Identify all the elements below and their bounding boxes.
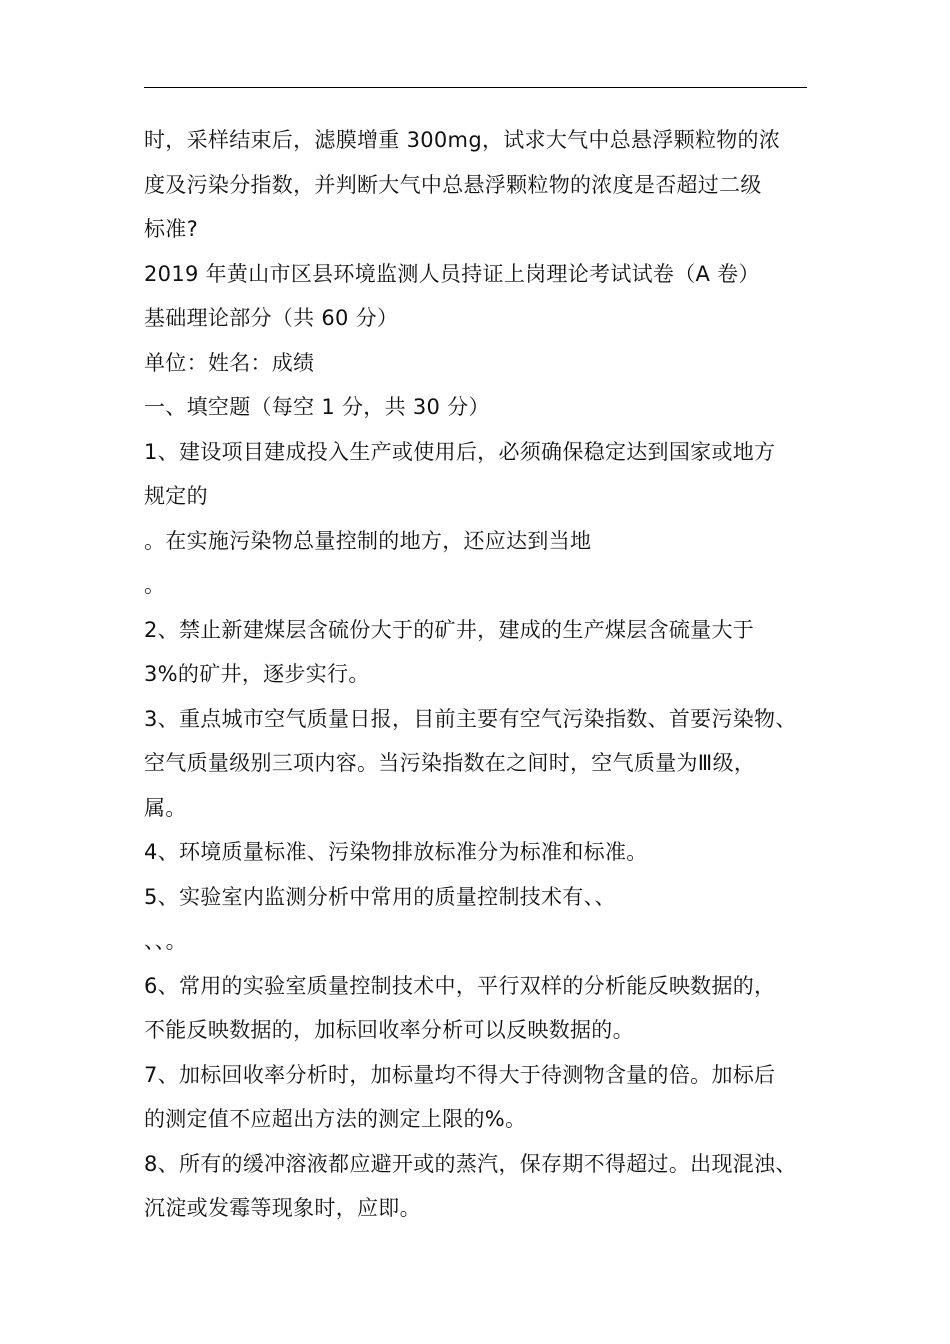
text-line: 时，采样结束后，滤膜增重 300mg，试求大气中总悬浮颗粒物的浓 — [144, 128, 781, 152]
text-line: 标准? — [144, 217, 199, 241]
text-line: 的测定值不应超出方法的测定上限的%。 — [144, 1107, 527, 1131]
exam-title: 2019 年黄山市区县环境监测人员持证上岗理论考试试卷（A 卷） — [144, 261, 760, 286]
question-7: 7、加标回收率分析时，加标量均不得大于待测物含量的倍。加标后 — [144, 1062, 776, 1087]
section-title: 基础理论部分（共 60 分） — [144, 306, 399, 330]
text-line: 。在实施污染物总量控制的地方，还应达到当地 — [144, 528, 592, 553]
text-line: 、、。 — [144, 929, 187, 953]
text-line: 沉淀或发霉等现象时，应即。 — [144, 1196, 421, 1220]
text-line: 不能反映数据的，加标回收率分析可以反映数据的。 — [144, 1018, 634, 1042]
text-line: 空气质量级别三项内容。当污染指数在之间时，空气质量为Ⅲ级， — [144, 751, 756, 775]
text-line: 规定的 — [144, 484, 208, 508]
text-line: 。 — [144, 573, 166, 597]
question-1: 1、建设项目建成投入生产或使用后，必须确保稳定达到国家或地方 — [144, 439, 776, 464]
question-group-heading: 一、填空题（每空 1 分，共 30 分） — [144, 395, 490, 419]
text-line: 度及污染分指数，并判断大气中总悬浮颗粒物的浓度是否超过二级 — [144, 172, 762, 197]
header-rule — [144, 87, 807, 88]
candidate-info: 单位：姓名：成绩 — [144, 350, 315, 375]
question-5: 5、实验室内监测分析中常用的质量控制技术有、、 — [144, 884, 616, 909]
question-4: 4、环境质量标准、污染物排放标准分为标准和标准。 — [144, 840, 648, 864]
text-line: 属。 — [144, 795, 187, 820]
question-6: 6、常用的实验室质量控制技术中，平行双样的分析能反映数据的， — [144, 973, 776, 998]
question-8: 8、所有的缓冲溶液都应避开或的蒸汽，保存期不得超过。出现混浊、 — [144, 1151, 797, 1176]
question-3: 3、重点城市空气质量日报，目前主要有空气污染指数、首要污染物、 — [144, 706, 797, 731]
document-body — [144, 118, 824, 1231]
question-2: 2、禁止新建煤层含硫份大于的矿井，建成的生产煤层含硫量大于 — [144, 617, 755, 642]
text-line: 3%的矿井，逐步实行。 — [144, 662, 370, 686]
